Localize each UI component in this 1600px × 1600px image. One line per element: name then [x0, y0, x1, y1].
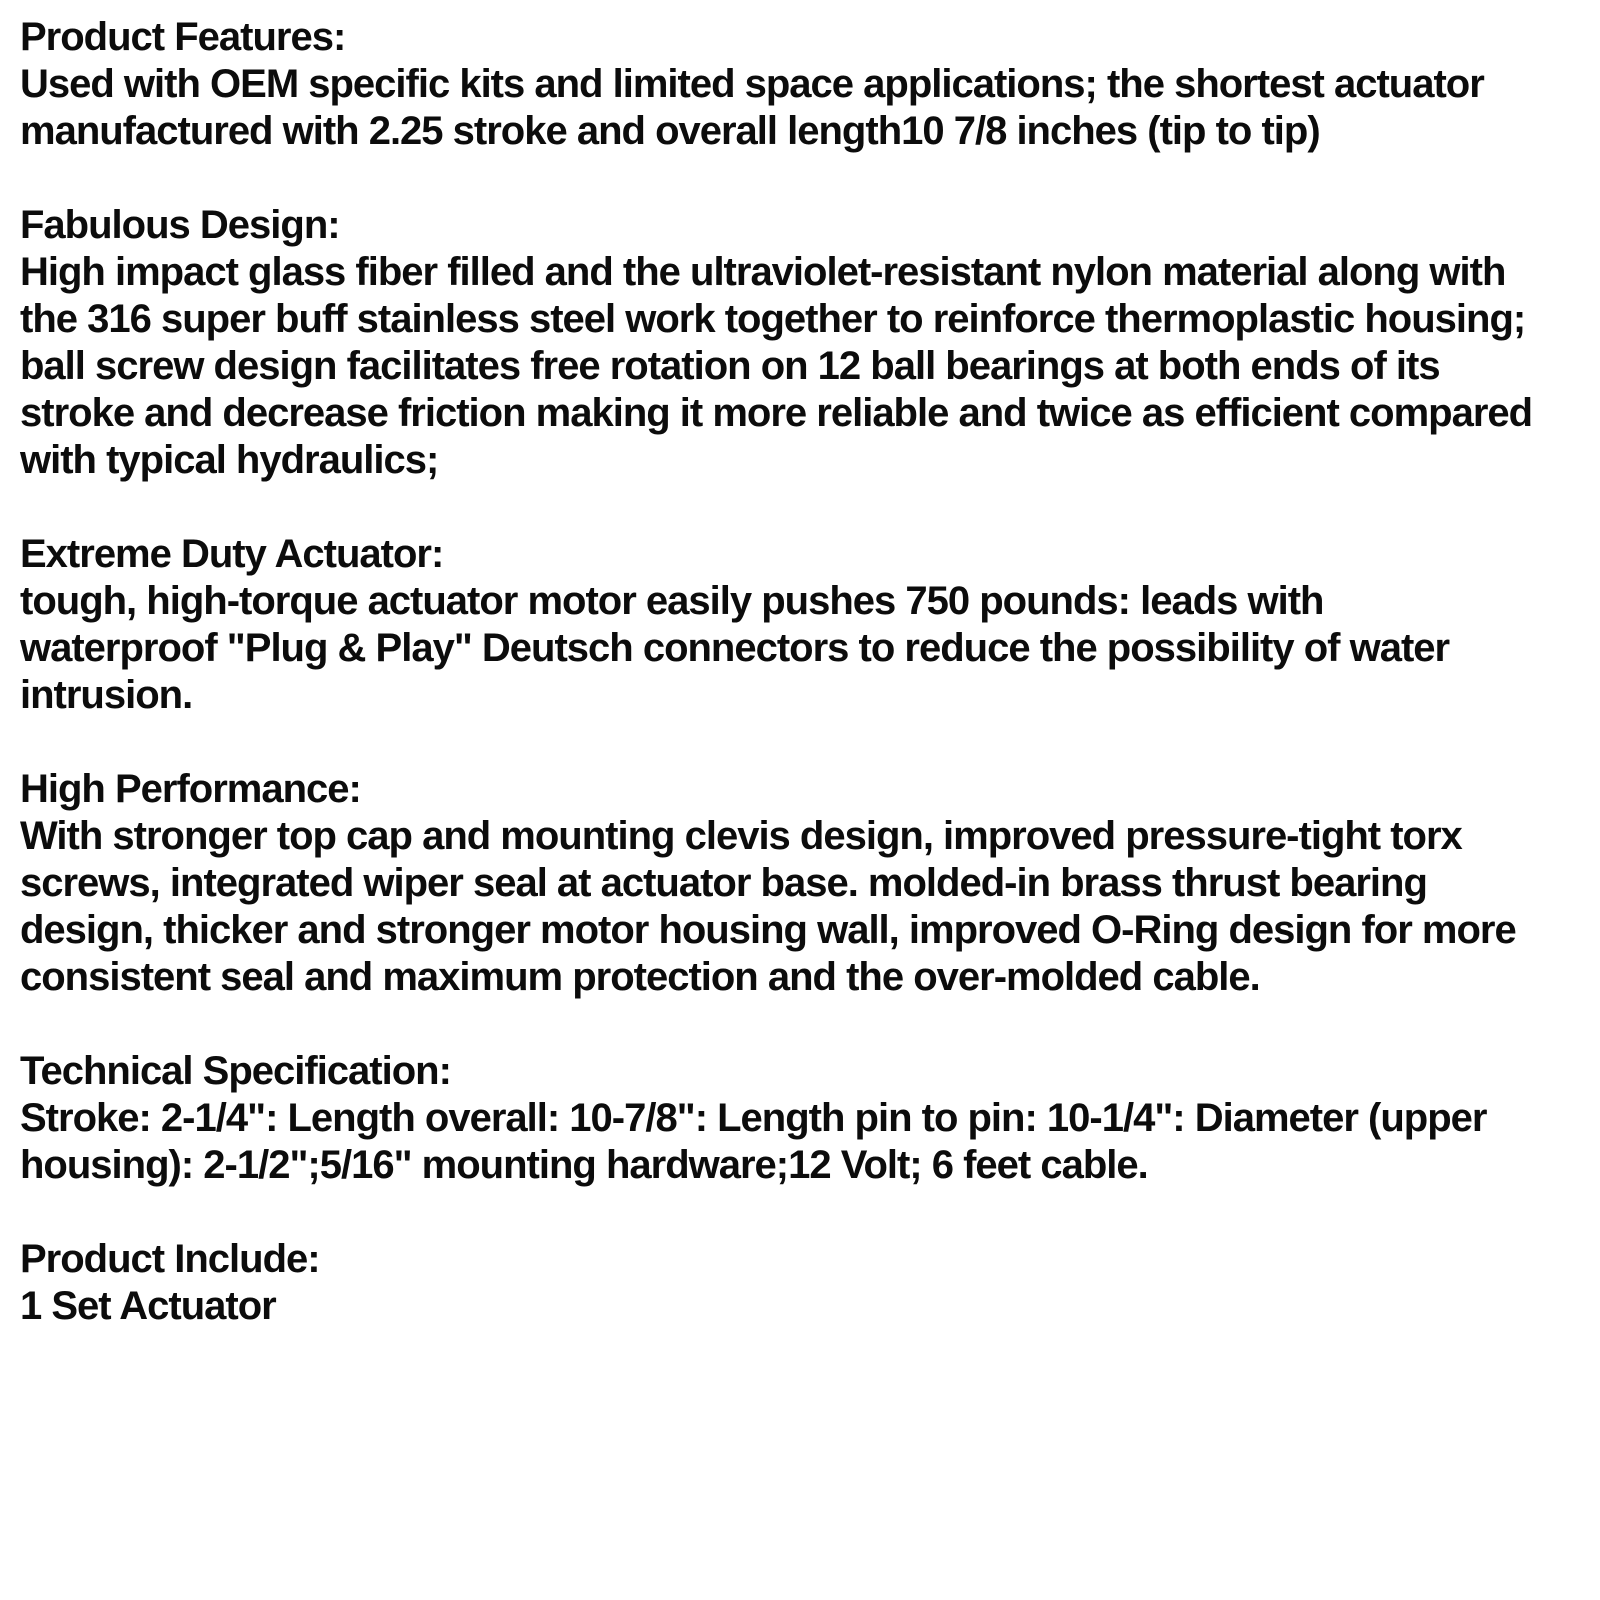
text-line: tough, high-torque actuator motor easily pushes 750 pounds: leads with: [20, 579, 1324, 623]
section-extreme-duty-actuator: [20, 531, 1580, 719]
section-heading: Fabulous Design:: [20, 203, 340, 247]
section-heading: Technical Specification:: [20, 1049, 451, 1093]
text-line: intrusion.: [20, 673, 193, 717]
section-high-performance: [20, 766, 1580, 1001]
text-line: manufactured with 2.25 stroke and overall length10 7/8 inches (tip to tip): [20, 109, 1320, 153]
section-heading: Extreme Duty Actuator:: [20, 532, 444, 576]
text-line: housing): 2-1/2";5/16" mounting hardware;12 Volt; 6 feet cable.: [20, 1143, 1148, 1187]
section-fabulous-design: [20, 202, 1580, 484]
text-line: 1 Set Actuator: [20, 1284, 276, 1328]
section-technical-specification: [20, 1048, 1580, 1189]
section-heading: Product Features:: [20, 15, 346, 59]
text-line: Stroke: 2-1/4": Length overall: 10-7/8": Length pin to pin: 10-1/4": Diameter (upper: [20, 1096, 1487, 1140]
text-line: waterproof "Plug & Play" Deutsch connectors to reduce the possibility of water: [20, 626, 1450, 670]
text-line: the 316 super buff stainless steel work together to reinforce thermoplastic housing;: [20, 297, 1526, 341]
text-line: With stronger top cap and mounting clevis design, improved pressure-tight torx: [20, 814, 1462, 858]
text-line: ball screw design facilitates free rotation on 12 ball bearings at both ends of its: [20, 344, 1440, 388]
text-line: Used with OEM specific kits and limited space applications; the shortest actuator: [20, 62, 1484, 106]
section-product-features: [20, 14, 1580, 155]
section-heading: Product Include:: [20, 1237, 320, 1281]
text-line: stroke and decrease friction making it more reliable and twice as efficient compared: [20, 391, 1533, 435]
text-line: with typical hydraulics;: [20, 438, 439, 482]
text-line: High impact glass fiber filled and the ultraviolet-resistant nylon material along with: [20, 250, 1506, 294]
text-line: design, thicker and stronger motor housing wall, improved O-Ring design for more: [20, 908, 1516, 952]
text-line: screws, integrated wiper seal at actuator base. molded-in brass thrust bearing: [20, 861, 1427, 905]
section-heading: High Performance:: [20, 767, 361, 811]
text-line: consistent seal and maximum protection and the over-molded cable.: [20, 955, 1260, 999]
section-product-include: [20, 1236, 1580, 1330]
